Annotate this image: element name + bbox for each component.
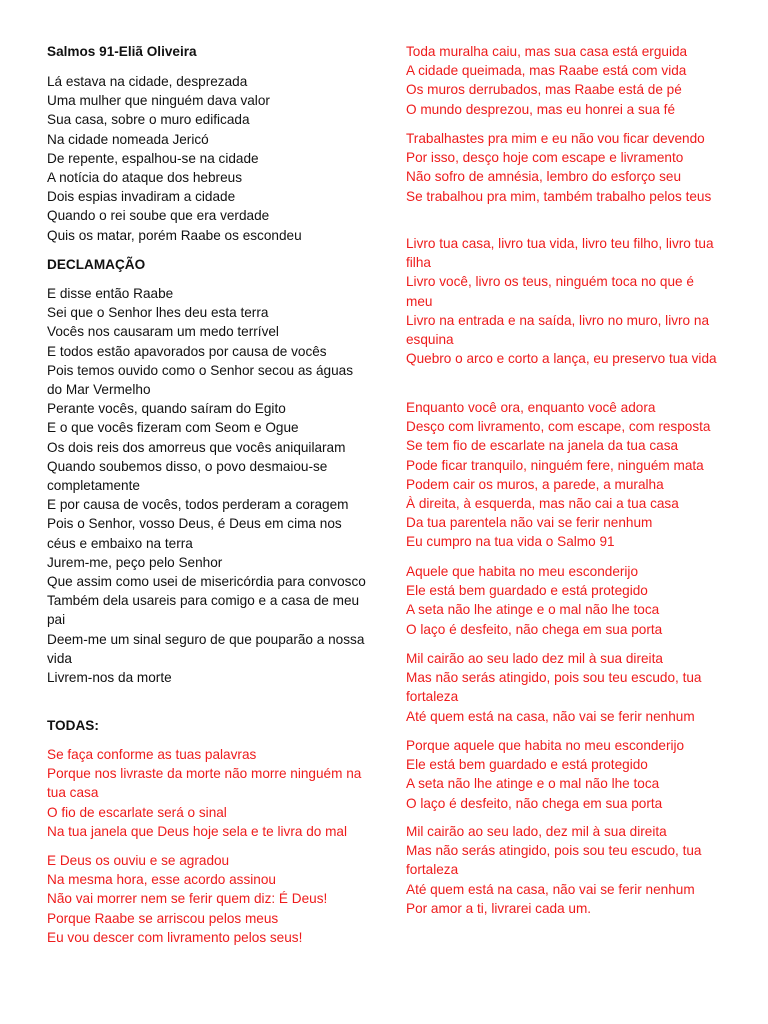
lyric-line: Os muros derrubados, mas Raabe está de pé: [406, 82, 682, 98]
todas-stanza-1: [47, 745, 369, 841]
lyric-line: Podem cair os muros, a parede, a muralha: [406, 476, 664, 492]
stanza-3: [406, 234, 724, 368]
lyric-line: Quando soubemos disso, o povo desmaiou-se completamente: [47, 458, 328, 494]
lyric-line: Trabalhastes pra mim e eu não vou ficar devendo: [406, 131, 705, 146]
lyric-line: Que assim como usei de misericórdia para convosco: [47, 574, 366, 590]
lyric-line: Também dela usareis para comigo e a casa de meu pai: [47, 593, 360, 628]
stanza-5: [406, 562, 724, 639]
lyric-line: A seta não lhe atinge e o mal não lhe toca: [406, 776, 660, 792]
lyric-line: E o que vocês fizeram com Seom e Ogue: [47, 420, 299, 436]
lyric-line: Mil cairão ao seu lado, dez mil à sua direita: [406, 824, 667, 839]
lyric-line: Desço com livramento, com escape, com resposta: [406, 419, 711, 435]
lyric-line: Livro na entrada e na saída, livro no muro, livro na esquina: [406, 312, 710, 348]
lyric-line: A seta não lhe atinge e o mal não lhe toca: [406, 602, 660, 618]
lyric-line: A cidade queimada, mas Raabe está com vida: [406, 63, 687, 79]
lyric-line: Porque Raabe se arriscou pelos meus: [47, 910, 279, 926]
lyric-line: Pode ficar tranquilo, ninguém fere, ninguém mata: [406, 457, 704, 473]
lyric-line: Livrem-nos da morte: [47, 670, 172, 686]
lyric-line: Até quem está na casa, não vai se ferir nenhum: [406, 708, 695, 724]
lyric-line: Não sofro de amnésia, lembro do esforço seu: [406, 169, 682, 185]
declamacao-heading: DECLAMAÇÃO: [47, 257, 146, 272]
lyric-line: Mas não serás atingido, pois sou teu escudo, tua fortaleza: [406, 843, 702, 878]
lyric-line: Vocês nos causaram um medo terrível: [47, 324, 279, 340]
lyric-line: O mundo desprezou, mas eu honrei a sua fé: [406, 101, 676, 117]
lyric-line: Sua casa, sobre o muro edificada: [47, 112, 250, 128]
todas-stanza-2: [47, 851, 369, 947]
lyric-line: Jurem-me, peço pelo Senhor: [47, 554, 223, 570]
lyric-line: Livro tua casa, livro tua vida, livro teu filho, livro tua filha: [406, 236, 714, 271]
lyric-line: Toda muralha caiu, mas sua casa está erguida: [406, 44, 688, 59]
lyric-line: O laço é desfeito, não chega em sua porta: [406, 621, 663, 637]
lyric-line: Porque nos livraste da morte não morre ninguém na tua casa: [47, 766, 362, 801]
lyric-line: Uma mulher que ninguém dava valor: [47, 93, 270, 109]
lyric-line: E disse então Raabe: [47, 286, 174, 301]
lyric-line: Deem-me um sinal seguro de que pouparão a nossa vida: [47, 631, 365, 666]
lyric-line: Até quem está na casa, não vai se ferir nenhum: [406, 881, 695, 897]
lyric-line: Perante vocês, quando saíram do Egito: [47, 401, 286, 417]
lyric-line: Aquele que habita no meu esconderijo: [406, 564, 639, 579]
lyric-line: Sei que o Senhor lhes deu esta terra: [47, 305, 269, 321]
lyric-line: O laço é desfeito, não chega em sua porta: [406, 795, 663, 811]
stanza-8: [406, 822, 724, 918]
lyric-line: Eu cumpro na tua vida o Salmo 91: [406, 534, 615, 550]
lyric-line: Mil cairão ao seu lado dez mil à sua direita: [406, 651, 663, 666]
lyric-line: Ele está bem guardado e está protegido: [406, 583, 648, 599]
lyric-line: De repente, espalhou-se na cidade: [47, 150, 259, 166]
lyric-line: Na tua janela que Deus hoje sela e te livra do mal: [47, 823, 347, 839]
stanza-1: [406, 42, 724, 119]
declamacao-text: [47, 284, 369, 687]
lyric-line: Se trabalhou pra mim, também trabalho pelos teus: [406, 188, 712, 204]
lyric-line: E Deus os ouviu e se agradou: [47, 853, 230, 868]
lyric-line: Na cidade nomeada Jericó: [47, 131, 209, 147]
lyric-line: A notícia do ataque dos hebreus: [47, 170, 242, 186]
lyric-line: À direita, à esquerda, mas não cai a tua casa: [406, 496, 679, 512]
lyric-line: Quis os matar, porém Raabe os escondeu: [47, 227, 302, 243]
lyric-line: Quebro o arco e corto a lança, eu preservo tua vida: [406, 351, 717, 367]
lyric-line: Livro você, livro os teus, ninguém toca no que é meu: [406, 274, 694, 309]
lyric-line: Por amor a ti, livrarei cada um.: [406, 900, 592, 916]
lyric-line: E por causa de vocês, todos perderam a coragem: [47, 497, 349, 513]
stanza-2: [406, 129, 724, 206]
stanza-4: [406, 398, 724, 552]
lyric-line: Pois temos ouvido como o Senhor secou as águas do Mar Vermelho: [47, 362, 354, 398]
lyric-line: Ele está bem guardado e está protegido: [406, 757, 648, 773]
verse-1: [47, 72, 369, 245]
stanza-6: [406, 649, 724, 726]
lyric-line: Lá estava na cidade, desprezada: [47, 74, 248, 89]
lyric-line: Dois espias invadiram a cidade: [47, 189, 236, 205]
lyric-line: Pois o Senhor, vosso Deus, é Deus em cima nos céus e embaixo na terra: [47, 516, 342, 551]
stanza-7: [406, 736, 724, 813]
todas-heading: TODAS:: [47, 718, 99, 733]
lyric-line: Se faça conforme as tuas palavras: [47, 747, 257, 762]
lyric-line: Os dois reis dos amorreus que vocês aniquilaram: [47, 439, 346, 455]
lyric-line: Na mesma hora, esse acordo assinou: [47, 872, 276, 888]
lyric-line: Eu vou descer com livramento pelos seus!: [47, 929, 303, 945]
document-title: Salmos 91-Eliã Oliveira: [47, 44, 197, 59]
lyric-line: Enquanto você ora, enquanto você adora: [406, 400, 656, 415]
lyric-line: Não vai morrer nem se ferir quem diz: É Deus!: [47, 891, 328, 907]
lyric-line: O fio de escarlate será o sinal: [47, 804, 227, 820]
lyric-line: Se tem fio de escarlate na janela da tua casa: [406, 438, 679, 454]
lyric-line: Quando o rei soube que era verdade: [47, 208, 270, 224]
lyric-line: Porque aquele que habita no meu esconderijo: [406, 738, 685, 753]
lyric-line: E todos estão apavorados por causa de vocês: [47, 343, 327, 359]
lyric-line: Da tua parentela não vai se ferir nenhum: [406, 515, 653, 531]
lyric-line: Por isso, desço hoje com escape e livramento: [406, 150, 684, 166]
lyric-line: Mas não serás atingido, pois sou teu escudo, tua fortaleza: [406, 670, 702, 705]
